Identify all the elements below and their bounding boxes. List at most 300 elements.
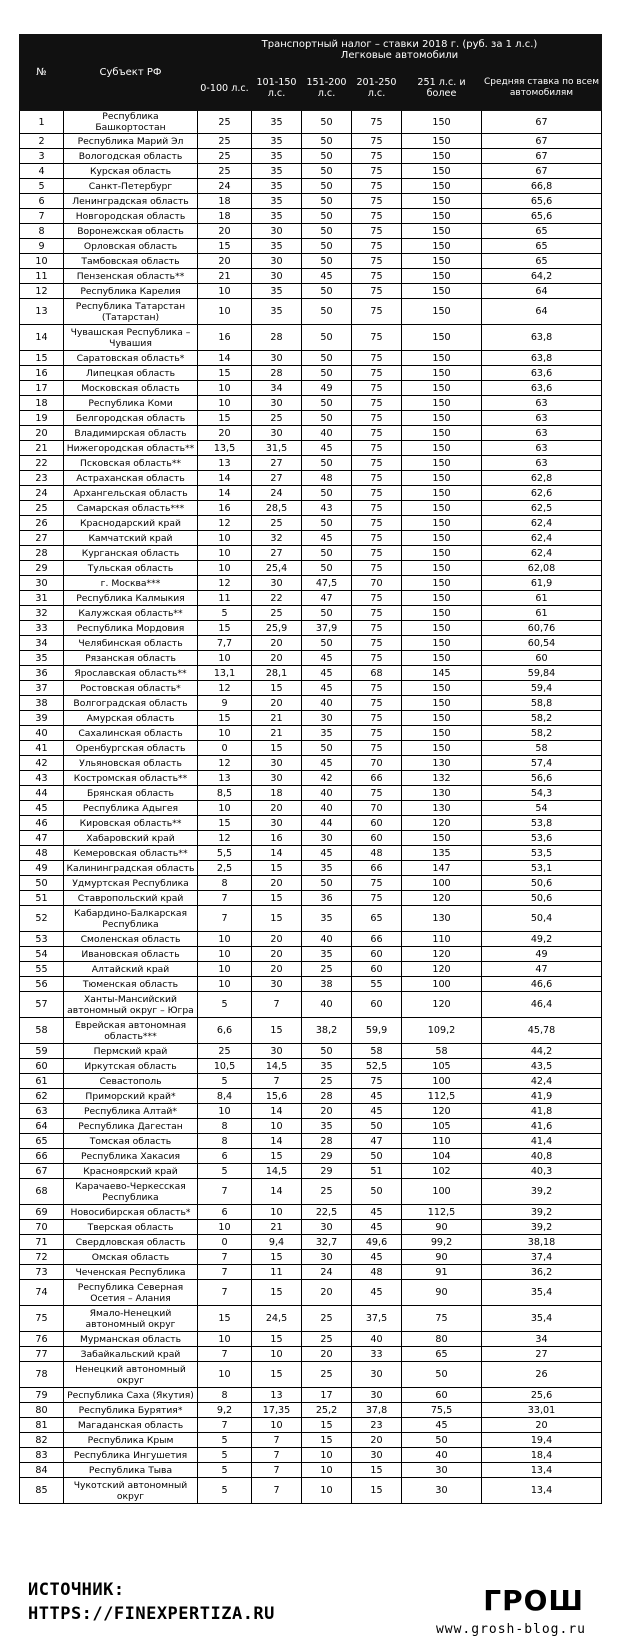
rate-251-plus: 150 <box>402 561 482 576</box>
rate-201-250: 37,5 <box>352 1306 402 1332</box>
table-row <box>20 284 602 299</box>
region-name: Ставропольский край <box>64 891 198 906</box>
region-name: Республика Ингушетия <box>64 1448 198 1463</box>
rate-0-100: 10,5 <box>198 1059 252 1074</box>
row-number: 52 <box>20 906 64 932</box>
rate-average: 46,6 <box>482 977 602 992</box>
table-row <box>20 1089 602 1104</box>
rate-251-plus: 150 <box>402 546 482 561</box>
rate-151-200: 20 <box>302 1347 352 1362</box>
table-row <box>20 194 602 209</box>
rate-0-100: 8 <box>198 876 252 891</box>
row-number: 44 <box>20 786 64 801</box>
row-number: 59 <box>20 1044 64 1059</box>
rate-151-200: 20 <box>302 1104 352 1119</box>
rate-151-200: 49 <box>302 381 352 396</box>
region-name: Московская область <box>64 381 198 396</box>
rate-101-150: 30 <box>252 576 302 591</box>
rate-201-250: 70 <box>352 576 402 591</box>
row-number: 12 <box>20 284 64 299</box>
rate-average: 65,6 <box>482 194 602 209</box>
rate-251-plus: 99,2 <box>402 1235 482 1250</box>
region-name: Липецкая область <box>64 366 198 381</box>
region-name: Республика Коми <box>64 396 198 411</box>
rate-251-plus: 150 <box>402 696 482 711</box>
rate-151-200: 50 <box>302 546 352 561</box>
rate-101-150: 35 <box>252 209 302 224</box>
region-name: Нижегородская область** <box>64 441 198 456</box>
rate-251-plus: 135 <box>402 846 482 861</box>
rate-251-plus: 104 <box>402 1149 482 1164</box>
row-number: 43 <box>20 771 64 786</box>
rate-average: 62,5 <box>482 501 602 516</box>
row-number: 18 <box>20 396 64 411</box>
rate-151-200: 25 <box>302 1306 352 1332</box>
rate-151-200: 10 <box>302 1448 352 1463</box>
rate-101-150: 7 <box>252 1478 302 1504</box>
rate-201-250: 59,9 <box>352 1018 402 1044</box>
rate-101-150: 15 <box>252 906 302 932</box>
rate-0-100: 8 <box>198 1388 252 1403</box>
rate-101-150: 30 <box>252 771 302 786</box>
rate-101-150: 20 <box>252 636 302 651</box>
rate-average: 58 <box>482 741 602 756</box>
table-row <box>20 224 602 239</box>
rate-251-plus: 75 <box>402 1306 482 1332</box>
region-name: Новгородская область <box>64 209 198 224</box>
table-row <box>20 1280 602 1306</box>
rate-151-200: 35 <box>302 947 352 962</box>
rate-average: 63,8 <box>482 325 602 351</box>
row-number: 27 <box>20 531 64 546</box>
rate-251-plus: 150 <box>402 621 482 636</box>
rate-average: 61,9 <box>482 576 602 591</box>
rate-average: 65 <box>482 254 602 269</box>
rate-average: 33,01 <box>482 1403 602 1418</box>
region-name: Тюменская область <box>64 977 198 992</box>
rate-0-100: 0 <box>198 741 252 756</box>
region-name: Тверская область <box>64 1220 198 1235</box>
column-header-number: № <box>20 35 64 111</box>
row-number: 46 <box>20 816 64 831</box>
rate-251-plus: 150 <box>402 209 482 224</box>
rate-251-plus: 130 <box>402 756 482 771</box>
rate-251-plus: 150 <box>402 111 482 134</box>
rate-201-250: 30 <box>352 1388 402 1403</box>
table-row <box>20 1104 602 1119</box>
rate-101-150: 14 <box>252 1179 302 1205</box>
rate-0-100: 15 <box>198 621 252 636</box>
rate-201-250: 75 <box>352 456 402 471</box>
table-row <box>20 254 602 269</box>
rate-average: 62,08 <box>482 561 602 576</box>
rate-0-100: 7 <box>198 1280 252 1306</box>
rate-201-250: 20 <box>352 1433 402 1448</box>
rate-0-100: 10 <box>198 531 252 546</box>
region-name: Ярославская область** <box>64 666 198 681</box>
rate-151-200: 38,2 <box>302 1018 352 1044</box>
region-name: Республика Карелия <box>64 284 198 299</box>
rate-251-plus: 75,5 <box>402 1403 482 1418</box>
region-name: Хабаровский край <box>64 831 198 846</box>
region-name: Камчатский край <box>64 531 198 546</box>
row-number: 24 <box>20 486 64 501</box>
rate-average: 60,54 <box>482 636 602 651</box>
rate-0-100: 7 <box>198 906 252 932</box>
rate-251-plus: 150 <box>402 164 482 179</box>
rate-0-100: 5,5 <box>198 846 252 861</box>
table-row <box>20 1433 602 1448</box>
row-number: 72 <box>20 1250 64 1265</box>
rate-average: 45,78 <box>482 1018 602 1044</box>
rate-251-plus: 150 <box>402 576 482 591</box>
column-header-101-150: 101-150 л.с. <box>252 66 302 111</box>
row-number: 50 <box>20 876 64 891</box>
rate-151-200: 47,5 <box>302 576 352 591</box>
rate-101-150: 25,9 <box>252 621 302 636</box>
table-row <box>20 486 602 501</box>
rate-151-200: 50 <box>302 351 352 366</box>
region-name: Ненецкий автономный округ <box>64 1362 198 1388</box>
rate-average: 35,4 <box>482 1280 602 1306</box>
rate-0-100: 10 <box>198 1104 252 1119</box>
rate-201-250: 75 <box>352 209 402 224</box>
rate-251-plus: 58 <box>402 1044 482 1059</box>
tax-rates-table <box>19 34 602 1504</box>
rate-201-250: 75 <box>352 891 402 906</box>
table-row <box>20 1235 602 1250</box>
region-name: Ленинградская область <box>64 194 198 209</box>
rate-101-150: 7 <box>252 992 302 1018</box>
row-number: 17 <box>20 381 64 396</box>
rate-151-200: 45 <box>302 651 352 666</box>
rate-0-100: 12 <box>198 516 252 531</box>
region-name: Тамбовская область <box>64 254 198 269</box>
rate-average: 19,4 <box>482 1433 602 1448</box>
rate-201-250: 75 <box>352 134 402 149</box>
rate-201-250: 75 <box>352 426 402 441</box>
row-number: 70 <box>20 1220 64 1235</box>
rate-average: 44,2 <box>482 1044 602 1059</box>
rate-0-100: 6 <box>198 1149 252 1164</box>
rate-101-150: 25 <box>252 516 302 531</box>
rate-251-plus: 100 <box>402 1179 482 1205</box>
rate-201-250: 75 <box>352 531 402 546</box>
row-number: 16 <box>20 366 64 381</box>
rate-average: 50,6 <box>482 891 602 906</box>
rate-151-200: 30 <box>302 711 352 726</box>
rate-151-200: 50 <box>302 606 352 621</box>
rate-0-100: 6,6 <box>198 1018 252 1044</box>
region-name: Курганская область <box>64 546 198 561</box>
table-row <box>20 801 602 816</box>
table-row <box>20 992 602 1018</box>
row-number: 34 <box>20 636 64 651</box>
rate-151-200: 10 <box>302 1478 352 1504</box>
rate-101-150: 15 <box>252 1250 302 1265</box>
rate-201-250: 75 <box>352 351 402 366</box>
rate-251-plus: 150 <box>402 134 482 149</box>
rate-201-250: 75 <box>352 696 402 711</box>
rate-151-200: 37,9 <box>302 621 352 636</box>
rate-201-250: 75 <box>352 299 402 325</box>
rate-101-150: 14 <box>252 1134 302 1149</box>
rate-201-250: 75 <box>352 254 402 269</box>
rate-average: 63 <box>482 411 602 426</box>
row-number: 54 <box>20 947 64 962</box>
rate-201-250: 60 <box>352 816 402 831</box>
rate-101-150: 30 <box>252 224 302 239</box>
rate-201-250: 48 <box>352 1265 402 1280</box>
row-number: 69 <box>20 1205 64 1220</box>
table-row <box>20 741 602 756</box>
rate-201-250: 75 <box>352 396 402 411</box>
rate-average: 53,6 <box>482 831 602 846</box>
rate-201-250: 75 <box>352 441 402 456</box>
rate-0-100: 24 <box>198 179 252 194</box>
rate-101-150: 30 <box>252 396 302 411</box>
row-number: 25 <box>20 501 64 516</box>
row-number: 68 <box>20 1179 64 1205</box>
table-row <box>20 1448 602 1463</box>
rate-average: 53,5 <box>482 846 602 861</box>
rate-0-100: 5 <box>198 1074 252 1089</box>
rate-151-200: 36 <box>302 891 352 906</box>
rate-101-150: 22 <box>252 591 302 606</box>
rate-101-150: 15 <box>252 1362 302 1388</box>
rate-201-250: 66 <box>352 861 402 876</box>
rate-251-plus: 150 <box>402 531 482 546</box>
rate-0-100: 18 <box>198 194 252 209</box>
rate-151-200: 50 <box>302 254 352 269</box>
region-name: Республика Мордовия <box>64 621 198 636</box>
rate-101-150: 20 <box>252 947 302 962</box>
rate-201-250: 45 <box>352 1280 402 1306</box>
row-number: 28 <box>20 546 64 561</box>
region-name: Санкт-Петербург <box>64 179 198 194</box>
region-name: Ямало-Ненецкий автономный округ <box>64 1306 198 1332</box>
region-name: Чукотский автономный округ <box>64 1478 198 1504</box>
row-number: 67 <box>20 1164 64 1179</box>
rate-average: 13,4 <box>482 1478 602 1504</box>
rate-201-250: 60 <box>352 831 402 846</box>
rate-151-200: 17 <box>302 1388 352 1403</box>
rate-151-200: 45 <box>302 756 352 771</box>
region-name: Карачаево-Черкесская Республика <box>64 1179 198 1205</box>
table-row <box>20 576 602 591</box>
row-number: 45 <box>20 801 64 816</box>
rate-average: 53,8 <box>482 816 602 831</box>
rate-0-100: 20 <box>198 224 252 239</box>
rate-251-plus: 120 <box>402 891 482 906</box>
region-name: Еврейская автономная область*** <box>64 1018 198 1044</box>
rate-average: 47 <box>482 962 602 977</box>
table-row <box>20 1119 602 1134</box>
table-row <box>20 531 602 546</box>
rate-201-250: 30 <box>352 1362 402 1388</box>
rate-201-250: 75 <box>352 111 402 134</box>
row-number: 82 <box>20 1433 64 1448</box>
rate-251-plus: 150 <box>402 501 482 516</box>
table-row <box>20 239 602 254</box>
rate-201-250: 75 <box>352 471 402 486</box>
rate-101-150: 35 <box>252 149 302 164</box>
rate-151-200: 25 <box>302 1332 352 1347</box>
rate-201-250: 75 <box>352 149 402 164</box>
rate-251-plus: 80 <box>402 1332 482 1347</box>
rate-0-100: 20 <box>198 254 252 269</box>
rate-151-200: 50 <box>302 194 352 209</box>
region-name: Республика Калмыкия <box>64 591 198 606</box>
rate-201-250: 70 <box>352 756 402 771</box>
rate-151-200: 35 <box>302 726 352 741</box>
table-row <box>20 1403 602 1418</box>
rate-0-100: 10 <box>198 726 252 741</box>
rate-201-250: 75 <box>352 381 402 396</box>
rate-251-plus: 150 <box>402 471 482 486</box>
table-row <box>20 471 602 486</box>
row-number: 48 <box>20 846 64 861</box>
row-number: 85 <box>20 1478 64 1504</box>
row-number: 49 <box>20 861 64 876</box>
row-number: 39 <box>20 711 64 726</box>
rate-0-100: 10 <box>198 284 252 299</box>
rate-0-100: 15 <box>198 239 252 254</box>
table-row <box>20 1306 602 1332</box>
rate-151-200: 45 <box>302 531 352 546</box>
region-name: Республика Адыгея <box>64 801 198 816</box>
row-number: 73 <box>20 1265 64 1280</box>
table-row <box>20 209 602 224</box>
rate-201-250: 75 <box>352 1074 402 1089</box>
table-row <box>20 846 602 861</box>
rate-201-250: 40 <box>352 1332 402 1347</box>
row-number: 13 <box>20 299 64 325</box>
rate-201-250: 75 <box>352 284 402 299</box>
row-number: 3 <box>20 149 64 164</box>
row-number: 60 <box>20 1059 64 1074</box>
rate-average: 63,8 <box>482 351 602 366</box>
rate-151-200: 50 <box>302 561 352 576</box>
rate-151-200: 50 <box>302 164 352 179</box>
rate-251-plus: 150 <box>402 269 482 284</box>
region-name: Кемеровская область** <box>64 846 198 861</box>
rate-101-150: 35 <box>252 179 302 194</box>
rate-0-100: 5 <box>198 1448 252 1463</box>
row-number: 78 <box>20 1362 64 1388</box>
rate-101-150: 28 <box>252 325 302 351</box>
table-row <box>20 771 602 786</box>
rate-151-200: 50 <box>302 111 352 134</box>
rate-101-150: 30 <box>252 816 302 831</box>
region-name: Амурская область <box>64 711 198 726</box>
rate-251-plus: 150 <box>402 591 482 606</box>
rate-151-200: 47 <box>302 591 352 606</box>
rate-201-250: 60 <box>352 947 402 962</box>
rate-201-250: 45 <box>352 1250 402 1265</box>
rate-201-250: 75 <box>352 726 402 741</box>
rate-average: 67 <box>482 149 602 164</box>
region-name: Забайкальский край <box>64 1347 198 1362</box>
rate-average: 63 <box>482 441 602 456</box>
rate-101-150: 18 <box>252 786 302 801</box>
region-name: Кабардино-Балкарская Республика <box>64 906 198 932</box>
rate-average: 49 <box>482 947 602 962</box>
rate-201-250: 37,8 <box>352 1403 402 1418</box>
rate-0-100: 15 <box>198 366 252 381</box>
table-row <box>20 1250 602 1265</box>
rate-251-plus: 65 <box>402 1347 482 1362</box>
rate-151-200: 25 <box>302 1362 352 1388</box>
rate-251-plus: 120 <box>402 947 482 962</box>
rate-101-150: 24 <box>252 486 302 501</box>
rate-average: 20 <box>482 1418 602 1433</box>
rate-101-150: 15 <box>252 741 302 756</box>
rate-151-200: 30 <box>302 831 352 846</box>
rate-201-250: 75 <box>352 516 402 531</box>
rate-0-100: 14 <box>198 471 252 486</box>
rate-251-plus: 150 <box>402 239 482 254</box>
rate-151-200: 50 <box>302 284 352 299</box>
rate-average: 67 <box>482 111 602 134</box>
rate-151-200: 10 <box>302 1463 352 1478</box>
rate-151-200: 22,5 <box>302 1205 352 1220</box>
row-number: 2 <box>20 134 64 149</box>
rate-0-100: 10 <box>198 651 252 666</box>
rate-151-200: 35 <box>302 1059 352 1074</box>
table-row <box>20 149 602 164</box>
rate-101-150: 35 <box>252 194 302 209</box>
rate-101-150: 21 <box>252 711 302 726</box>
row-number: 9 <box>20 239 64 254</box>
rate-151-200: 28 <box>302 1134 352 1149</box>
table-row <box>20 1220 602 1235</box>
rate-0-100: 7 <box>198 1250 252 1265</box>
rate-0-100: 12 <box>198 576 252 591</box>
region-name: Севастополь <box>64 1074 198 1089</box>
rate-251-plus: 120 <box>402 992 482 1018</box>
rate-251-plus: 147 <box>402 861 482 876</box>
rate-151-200: 45 <box>302 666 352 681</box>
rate-0-100: 15 <box>198 411 252 426</box>
rate-0-100: 5 <box>198 1463 252 1478</box>
row-number: 53 <box>20 932 64 947</box>
column-header-201-250: 201-250 л.с. <box>352 66 402 111</box>
region-name: Костромская область** <box>64 771 198 786</box>
table-row <box>20 516 602 531</box>
rate-101-150: 30 <box>252 351 302 366</box>
rate-0-100: 12 <box>198 756 252 771</box>
rate-average: 27 <box>482 1347 602 1362</box>
rate-average: 64 <box>482 299 602 325</box>
rate-average: 41,6 <box>482 1119 602 1134</box>
region-name: Ивановская область <box>64 947 198 962</box>
row-number: 41 <box>20 741 64 756</box>
rate-101-150: 14,5 <box>252 1164 302 1179</box>
rate-101-150: 28,5 <box>252 501 302 516</box>
rate-0-100: 25 <box>198 164 252 179</box>
region-name: Магаданская область <box>64 1418 198 1433</box>
table-row <box>20 441 602 456</box>
region-name: Курская область <box>64 164 198 179</box>
rate-0-100: 18 <box>198 209 252 224</box>
rate-101-150: 24,5 <box>252 1306 302 1332</box>
rate-0-100: 13 <box>198 771 252 786</box>
rate-151-200: 40 <box>302 992 352 1018</box>
table-row <box>20 1388 602 1403</box>
footer <box>0 1570 620 1646</box>
rate-average: 62,4 <box>482 546 602 561</box>
